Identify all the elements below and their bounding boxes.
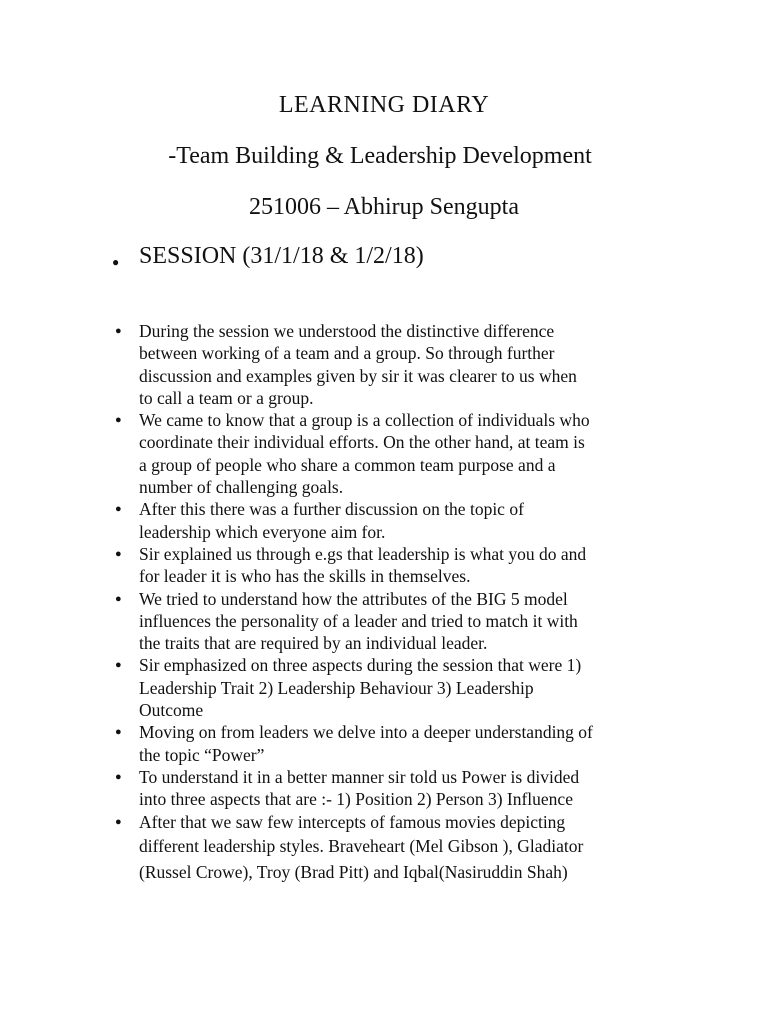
list-item-line: Sir explained us through e.gs that leadership is what you do and — [139, 543, 587, 564]
bullet-icon: ● — [115, 325, 122, 337]
list-item-line: discussion and examples given by sir it was clearer to us when — [139, 365, 577, 386]
list-item-line: into three aspects that are :- 1) Position 2) Person 3) Influence — [139, 789, 573, 810]
list-item-line: number of challenging goals. — [139, 477, 344, 498]
list-item-line: between working of a team and a group. So through further — [139, 343, 555, 364]
list-item-line: for leader it is who has the skills in themselves. — [139, 566, 471, 587]
list-item — [112, 654, 692, 721]
bullet-icon: ● — [115, 414, 122, 427]
list-item — [112, 721, 692, 766]
list-item-line: (Russel Crowe), Troy (Brad Pitt) and Iqbal(Nasiruddin Shah) — [139, 861, 568, 882]
list-item-line: different leadership styles. Braveheart (Mel Gibson ), Gladiator — [139, 835, 584, 856]
list-item — [112, 766, 692, 811]
list-item-line: To understand it in a better manner sir told us Power is divided — [139, 766, 580, 787]
list-item-line: the traits that are required by an individual leader. — [139, 633, 488, 654]
bullet-icon: ● — [115, 592, 122, 605]
list-item-line: coordinate their individual efforts. On the other hand, at team is — [139, 432, 585, 453]
list-item-line: During the session we understood the distinctive difference — [139, 321, 555, 341]
list-item — [112, 588, 692, 655]
list-item-line: Leadership Trait 2) Leadership Behaviour 3) Leadership — [139, 677, 534, 698]
bullet-icon: ● — [115, 503, 122, 516]
session-notes-list — [112, 320, 692, 885]
bullet-icon: ● — [115, 659, 122, 672]
list-item — [112, 409, 692, 498]
list-item-line: influences the personality of a leader and tried to match it with — [139, 610, 578, 631]
bullet-icon: ● — [112, 255, 120, 269]
bullet-icon: ● — [115, 547, 122, 560]
document-title: LEARNING DIARY — [278, 92, 490, 118]
session-heading-text: SESSION (31/1/18 & 1/2/18) — [139, 243, 424, 269]
list-item-line: We tried to understand how the attributes of the BIG 5 model — [139, 588, 568, 609]
author-line: 251006 – Abhirup Sengupta — [249, 194, 519, 220]
list-item-line: After this there was a further discussion on the topic of — [139, 499, 524, 520]
list-item — [112, 811, 692, 885]
list-item-line: leadership which everyone aim for. — [139, 521, 386, 542]
document-subtitle: -Team Building & Leadership Development — [168, 143, 592, 169]
bullet-icon: ● — [115, 815, 122, 828]
list-item-line: the topic “Power” — [139, 744, 265, 765]
bullet-icon: ● — [115, 726, 122, 739]
list-item-line: Outcome — [139, 700, 204, 721]
list-item-line: Sir emphasized on three aspects during the session that were 1) — [139, 655, 582, 676]
list-item — [112, 320, 692, 409]
list-item — [112, 498, 692, 543]
list-item-line: Moving on from leaders we delve into a deeper understanding of — [139, 722, 593, 743]
list-item-line: We came to know that a group is a collection of individuals who — [139, 410, 590, 431]
list-item-line: to call a team or a group. — [139, 387, 314, 408]
list-item-line: After that we saw few intercepts of famous movies depicting — [139, 811, 566, 832]
list-item-line: a group of people who share a common team purpose and a — [139, 454, 556, 475]
list-item — [112, 543, 692, 588]
bullet-icon: ● — [115, 770, 122, 783]
